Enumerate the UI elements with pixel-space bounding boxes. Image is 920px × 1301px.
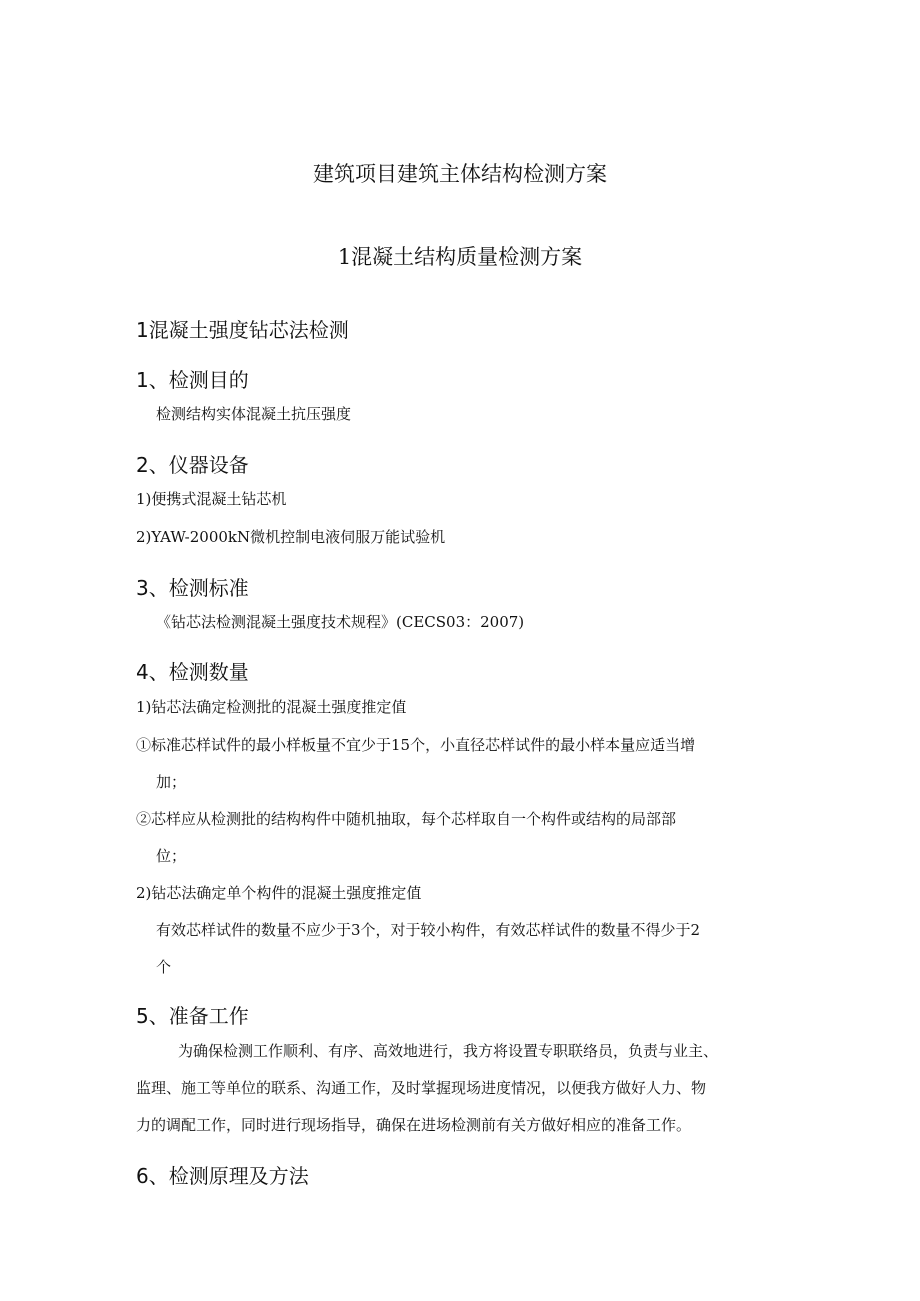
quantity-sub-1-cont: 加； bbox=[156, 773, 187, 791]
document-title: 建筑项目建筑主体结构检测方案 bbox=[313, 162, 607, 186]
quantity-sub-1: ①标准芯样试件的最小样板量不宜少于15个，小直径芯样试件的最小样本量应适当增 bbox=[136, 736, 696, 754]
heading-purpose: 1、检测目的 bbox=[136, 368, 249, 392]
quantity-item-2-text-cont: 个 bbox=[156, 958, 172, 976]
heading-preparation: 5、准备工作 bbox=[136, 1004, 249, 1028]
preparation-text: 监理、施工等单位的联系、沟通工作，及时掌握现场进度情况，以便我方做好人力、物 bbox=[136, 1079, 707, 1097]
quantity-item-2-text: 有效芯样试件的数量不应少于3个，对于较小构件，有效芯样试件的数量不得少于2 bbox=[156, 921, 701, 939]
standard-text: 《钻芯法检测混凝土强度技术规程》(CECS03：2007) bbox=[156, 613, 525, 631]
quantity-sub-2: ②芯样应从检测批的结构构件中随机抽取，每个芯样取自一个构件或结构的局部部 bbox=[136, 810, 677, 828]
preparation-text: 力的调配工作，同时进行现场指导，确保在进场检测前有关方做好相应的准备工作。 bbox=[136, 1116, 692, 1134]
quantity-item-2: 2)钻芯法确定单个构件的混凝土强度推定值 bbox=[136, 884, 422, 902]
equipment-item: 1)便携式混凝土钻芯机 bbox=[136, 490, 287, 508]
heading-standard: 3、检测标准 bbox=[136, 576, 249, 600]
quantity-sub-2-cont: 位； bbox=[156, 847, 187, 865]
heading-quantity: 4、检测数量 bbox=[136, 660, 249, 684]
heading-equipment: 2、仪器设备 bbox=[136, 453, 249, 477]
section-heading: 1混凝土强度钻芯法检测 bbox=[136, 318, 349, 342]
purpose-text: 检测结构实体混凝土抗压强度 bbox=[156, 405, 352, 423]
equipment-item: 2)YAW-2000kN微机控制电液伺服万能试验机 bbox=[136, 528, 446, 546]
heading-principle: 6、检测原理及方法 bbox=[136, 1164, 309, 1188]
document-subtitle: 1混凝土结构质量检测方案 bbox=[337, 245, 583, 269]
preparation-text: 为确保检测工作顺利、有序、高效地进行，我方将设置专职联络员，负责与业主、 bbox=[178, 1042, 719, 1060]
quantity-item-1: 1)钻芯法确定检测批的混凝土强度推定值 bbox=[136, 698, 407, 716]
